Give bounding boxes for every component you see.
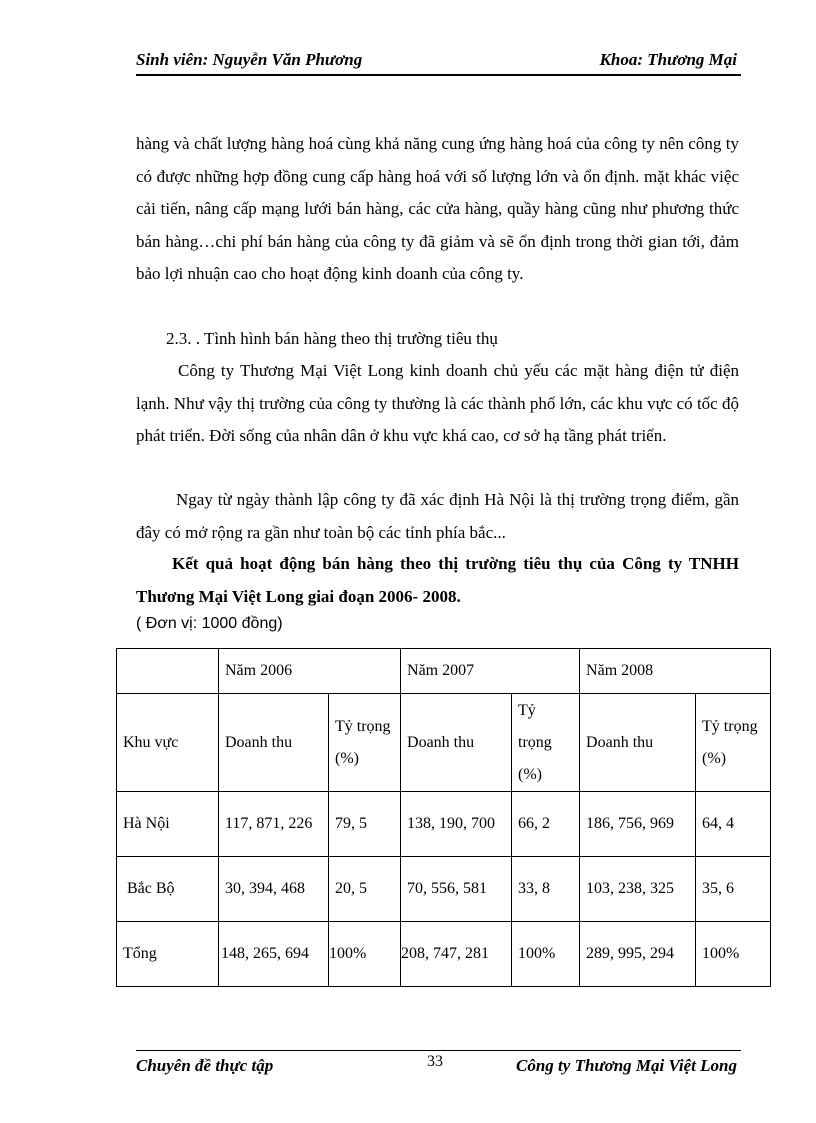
share-cell: 100% (329, 922, 401, 987)
footer-left: Chuyên đề thực tập (136, 1056, 274, 1075)
sales-table (116, 648, 771, 987)
share-cell: 35, 6 (696, 857, 771, 922)
revenue-cell: 70, 556, 581 (401, 857, 512, 922)
faculty-name: Khoa: Thương Mại (599, 50, 737, 69)
section-title: 2.3. . Tình hình bán hàng theo thị trường tiêu thụ (166, 329, 498, 348)
year-2006-header: Năm 2006 (219, 649, 401, 694)
region-header: Khu vực (117, 694, 219, 792)
student-name: Sinh viên: Nguyễn Văn Phương (136, 50, 363, 69)
table-title: Kết quả hoạt động bán hàng theo thị trường tiêu thụ của Công ty TNHH Thương Mại Việt Long giai đoạn 2006- 2008. (136, 554, 739, 606)
page-footer (136, 1050, 741, 1081)
year-2007-header: Năm 2007 (401, 649, 580, 694)
share-header-2008: Tỷ trọng (%) (696, 694, 771, 792)
revenue-cell: 289, 995, 294 (580, 922, 696, 987)
revenue-cell: 148, 265, 694 (219, 922, 329, 987)
revenue-cell: 186, 756, 969 (580, 792, 696, 857)
share-cell: 64, 4 (696, 792, 771, 857)
share-cell: 20, 5 (329, 857, 401, 922)
year-2008-header: Năm 2008 (580, 649, 771, 694)
revenue-cell: 103, 238, 325 (580, 857, 696, 922)
revenue-cell: 208, 747, 281 (401, 922, 512, 987)
page-number: 33 (427, 1053, 443, 1070)
table-row-years (117, 649, 771, 694)
revenue-header-2008: Doanh thu (580, 694, 696, 792)
footer-right: Công ty Thương Mại Việt Long (516, 1056, 737, 1075)
region-cell: Hà Nội (117, 792, 219, 857)
table-row (117, 922, 771, 987)
table-cell-empty (117, 649, 219, 694)
share-cell: 66, 2 (512, 792, 580, 857)
share-cell: 100% (512, 922, 580, 987)
table-row-headers (117, 694, 771, 792)
revenue-cell: 30, 394, 468 (219, 857, 329, 922)
revenue-header-2006: Doanh thu (219, 694, 329, 792)
share-header-2006: Tỷ trọng (%) (329, 694, 401, 792)
unit-label: ( Đơn vị: 1000 đồng) (136, 615, 283, 632)
page-header (136, 48, 741, 76)
region-cell: Tổng (117, 922, 219, 987)
paragraph-1: hàng và chất lượng hàng hoá cùng khả năng cung ứng hàng hoá của công ty nên công ty có được những hợp đồng cung cấp hàng hoá với số lượng lớn và ổn định. mặt khác việc cải tiến, nâng cấp mạng lưới bán hàng, các cửa hàng, quầy hàng cũng như phương thức bán hàng…chi phí bán hàng của công ty đã giảm và sẽ ổn định trong thời gian tới, đảm bảo lợi nhuận cao cho hoạt động kinh doanh của công ty. (136, 134, 739, 283)
revenue-cell: 117, 871, 226 (219, 792, 329, 857)
paragraph-2: Công ty Thương Mại Việt Long kinh doanh chủ yếu các mặt hàng điện tử điện lạnh. Như vậy thị trường của công ty thường là các thành phố lớn, các khu vực có tốc độ phát triển. Đời sống của nhân dân ở khu vực khá cao, cơ sở hạ tầng phát triển. (136, 361, 739, 445)
share-cell: 79, 5 (329, 792, 401, 857)
paragraph-3: Ngay từ ngày thành lập công ty đã xác định Hà Nội là thị trường trọng điểm, gần đây có mở rộng ra gần như toàn bộ các tỉnh phía bắc... (136, 490, 739, 542)
region-cell: Bắc Bộ (117, 857, 219, 922)
revenue-header-2007: Doanh thu (401, 694, 512, 792)
revenue-cell: 138, 190, 700 (401, 792, 512, 857)
share-cell: 100% (696, 922, 771, 987)
share-cell: 33, 8 (512, 857, 580, 922)
table-row (117, 857, 771, 922)
share-header-2007: Tỷ trọng (%) (512, 694, 580, 792)
table-row (117, 792, 771, 857)
